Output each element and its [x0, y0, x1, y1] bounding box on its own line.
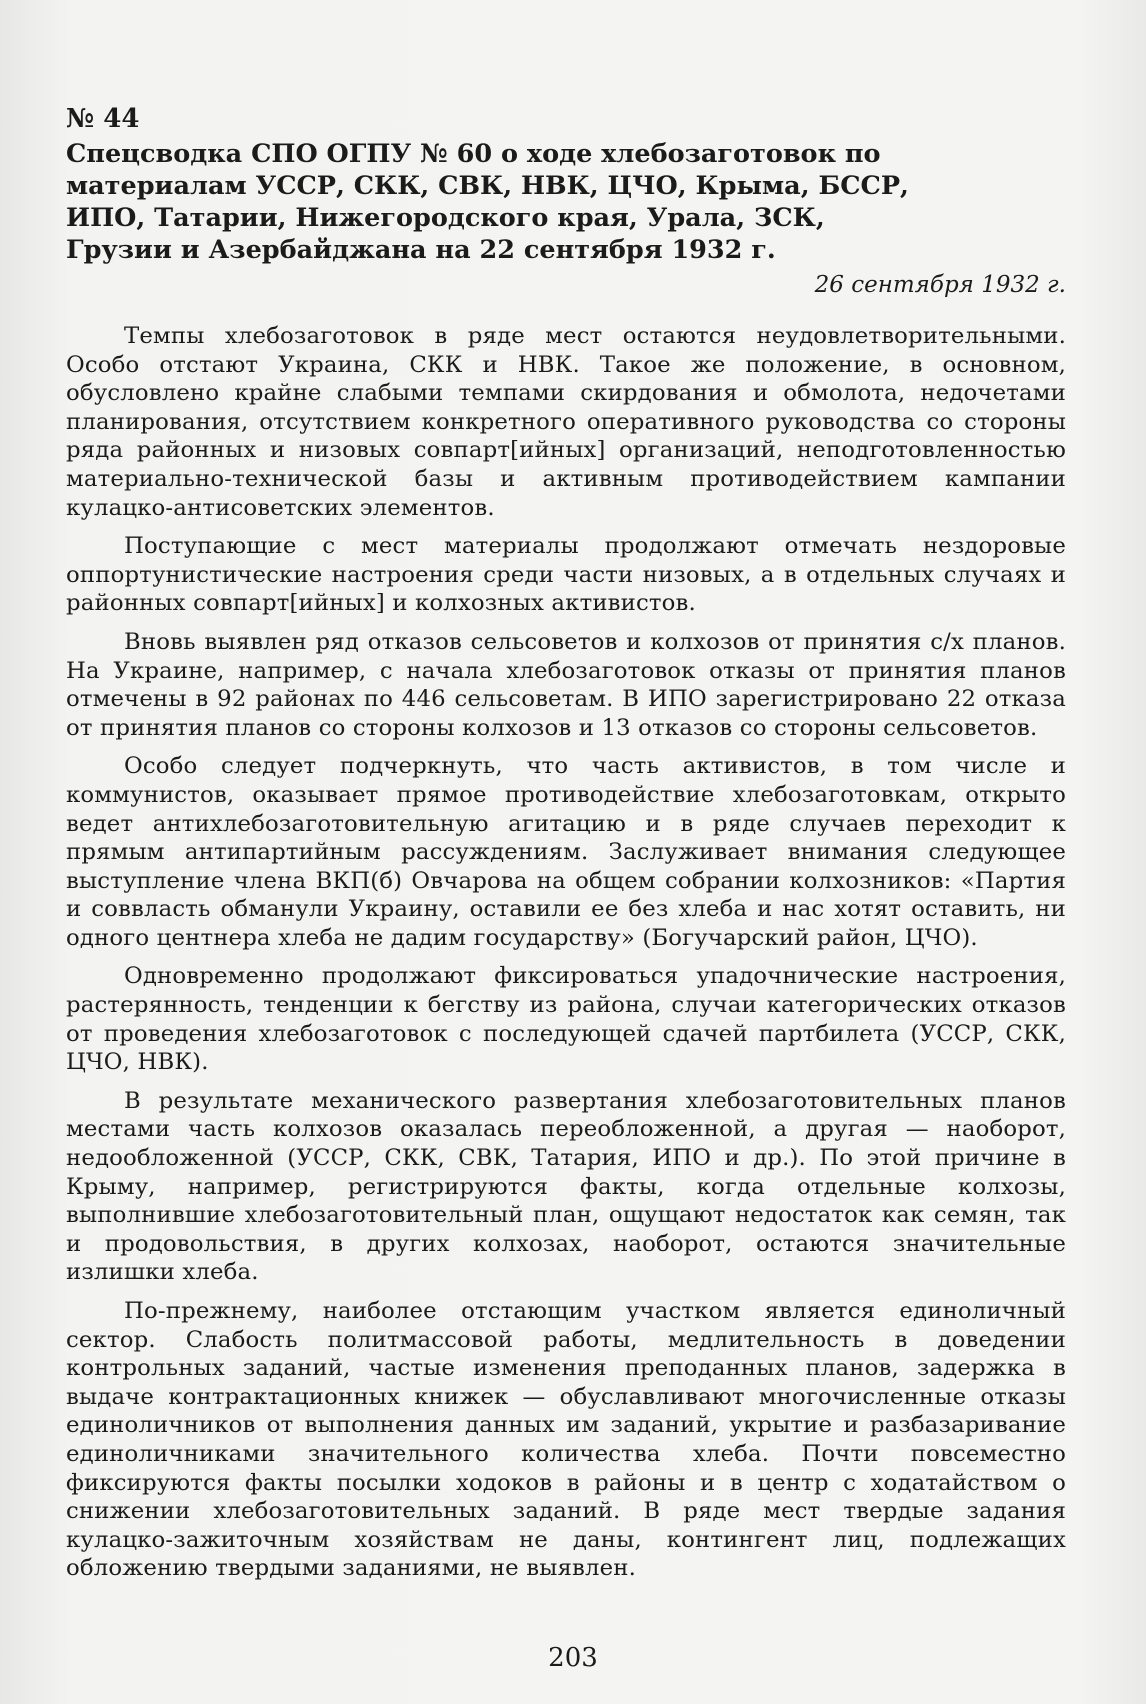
page-number: 203 — [548, 1643, 598, 1673]
paragraph: Одновременно продолжают фиксироваться упадочнические настроения, растерянность, тенденции к бегству из района, случаи категорических отказов от проведения хлебозаготовок с последующей сдачей партбилета (УССР, СКК, ЦЧО, НВК). — [66, 963, 1066, 1076]
document-body — [66, 104, 1066, 1593]
paragraph: Темпы хлебозаготовок в ряде мест остаются неудовлетворительными. Особо отстают Украина, СКК и НВК. Такое же положение, в основном, обусловлено крайне слабыми темпами скирдования и обмолота, недочетами планирования, отсутствием конкретного оперативного руководства со стороны ряда районных и низовых совпарт[ийных] организаций, неподготовленностью материально-технической базы и активным противодействием кампании кулацко-антисоветских элементов. — [66, 323, 1066, 521]
document-date: 26 сентября 1932 г. — [814, 272, 1066, 298]
paragraph: По-прежнему, наиболее отстающим участком является единоличный сектор. Слабость политмассовой работы, медлительность в доведении контрольных заданий, частые изменения преподанных планов, задержка в выдаче контрактационных книжек — обуславливают многочисленные отказы единоличников от выполнения данных им заданий, укрытие и разбазаривание единоличниками значительного количества хлеба. Почти повсеместно фиксируются факты посылки ходоков в районы и в центр с ходатайством о снижении хлебозаготовительных заданий. В ряде мест твердые задания кулацко-зажиточным хозяйствам не даны, контингент лиц, подлежащих обложению твердыми заданиями, не выявлен. — [66, 1298, 1066, 1582]
document-number: № 44 — [66, 104, 140, 134]
paragraph: Поступающие с мест материалы продолжают отмечать нездоровые оппортунистические настроения среди части низовых, а в отдельных случаях и районных совпарт[ийных] и колхозных активистов. — [66, 533, 1066, 617]
paragraph: Особо следует подчеркнуть, что часть активистов, в том числе и коммунистов, оказывает прямое противодействие хлебозаготовкам, открыто ведет антихлебозаготовительную агитацию и в ряде случаев переходит к прямым антипартийным рассуждениям. Заслуживает внимания следующее выступление члена ВКП(б) Овчарова на общем собрании колхозников: «Партия и соввласть обманули Украину, оставили ее без хлеба и нас хотят оставить, ни одного центнера хлеба не дадим государству» (Богучарский район, ЦЧО). — [66, 753, 1066, 951]
document-title: Спецсводка СПО ОГПУ № 60 о ходе хлебозаготовок по материалам УССР, СКК, СВК, НВК, ЦЧО, Крыма, БССР, ИПО, Татарии, Нижегородского края, Урала, ЗСК, Грузии и Азербайджана на 22 сентября 1932 г. — [66, 139, 909, 265]
paragraph: Вновь выявлен ряд отказов сельсоветов и колхозов от принятия с/х планов. На Украине, например, с начала хлебозаготовок отказы от принятия планов отмечены в 92 районах по 446 сельсоветам. В ИПО зарегистрировано 22 отказа от принятия планов со стороны колхозов и 13 отказов со стороны сельсоветов. — [66, 628, 1066, 741]
paragraph: В результате механического развертания хлебозаготовительных планов местами часть колхозов оказалась переобложенной, а другая — наоборот, недообложенной (УССР, СКК, СВК, Татария, ИПО и др.). По этой причине в Крыму, например, регистрируются факты, когда отдельные колхозы, выполнившие хлебозаготовительный план, ощущают недостаток как семян, так и продовольствия, в других колхозах, наоборот, остаются значительные излишки хлеба. — [66, 1087, 1066, 1286]
